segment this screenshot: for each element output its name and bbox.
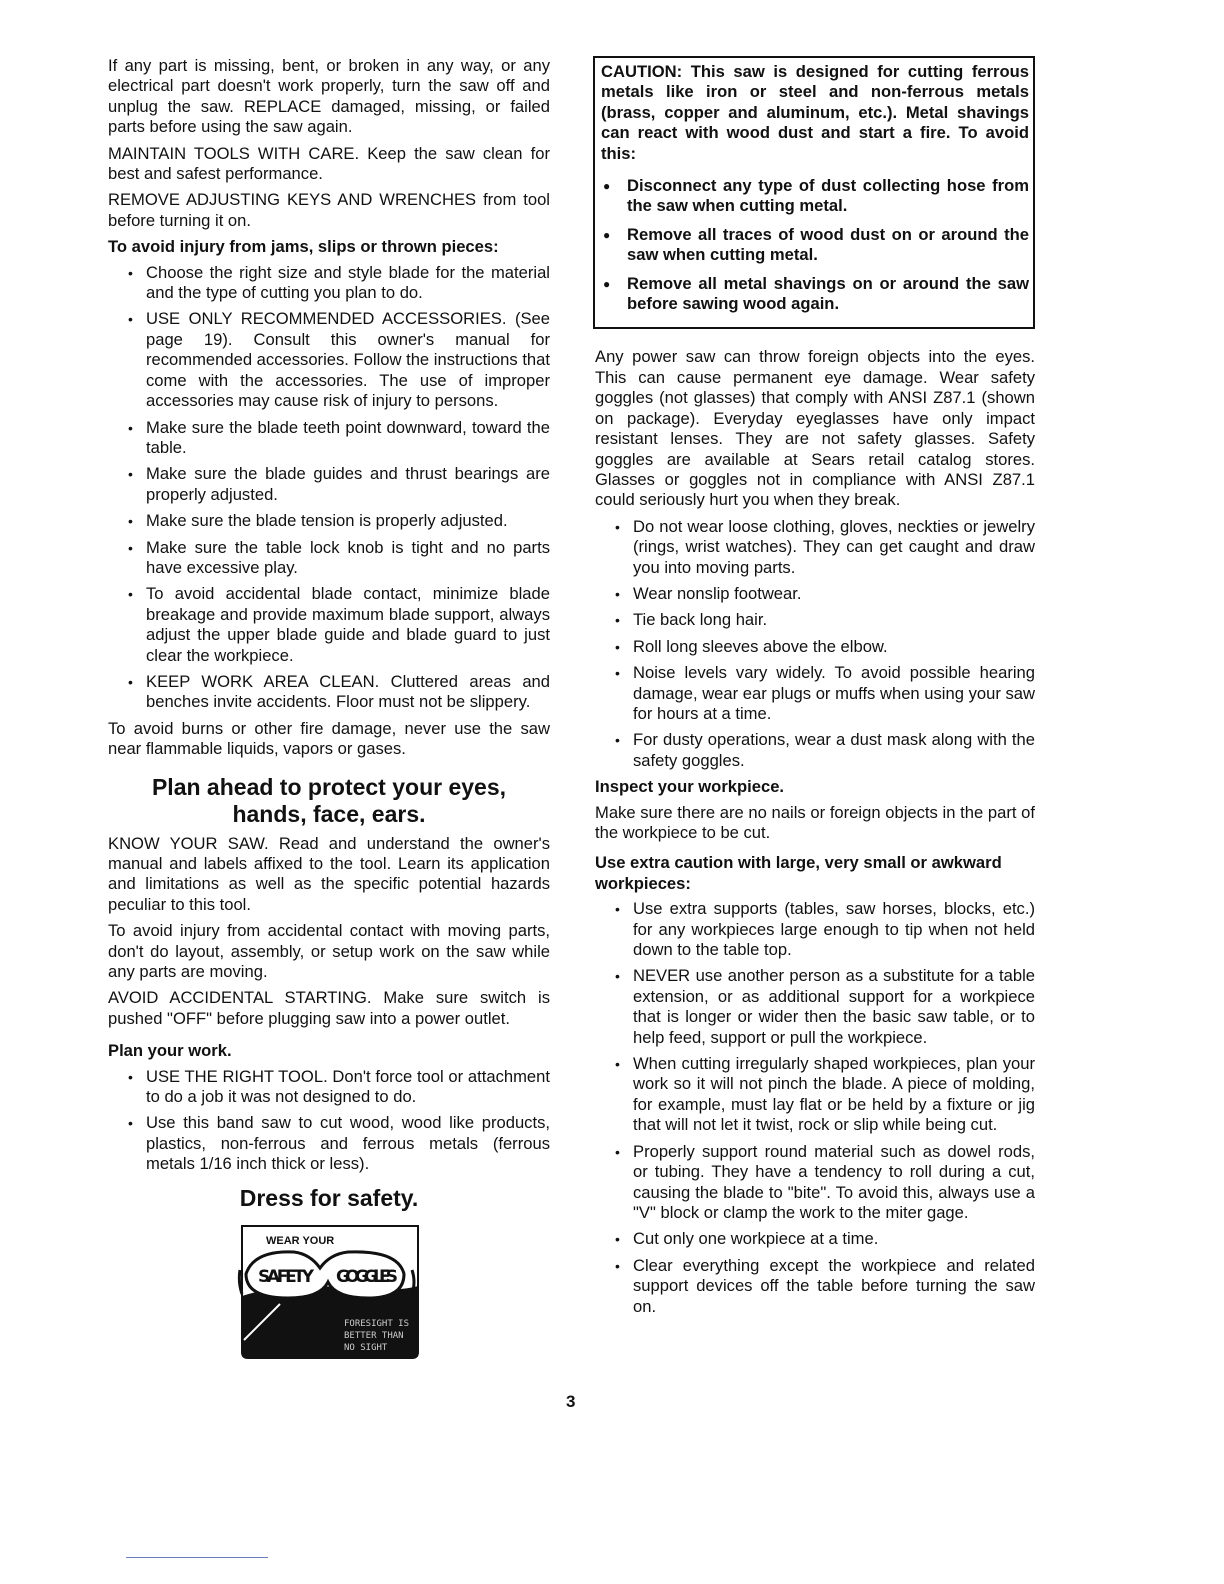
caution-box: [593, 56, 1035, 329]
list-item: • Noise levels vary widely. To avoid possible hearing damage, wear ear plugs or muffs when using your saw for hours at a time.: [595, 663, 1035, 724]
avoid-starting-paragraph: AVOID ACCIDENTAL STARTING. Make sure switch is pushed "OFF" before plugging saw into a power outlet.: [108, 988, 550, 1028]
slogan-line-1: FORESIGHT IS: [344, 1318, 410, 1329]
list-item: • Tie back long hair.: [595, 610, 1035, 630]
list-item: ● Remove all traces of wood dust on or around the saw when cutting metal.: [601, 225, 1029, 266]
list-item: • Clear everything except the workpiece and related support devices off the table before turning the saw on.: [595, 1256, 1035, 1317]
slogan-line-3: NO SIGHT: [344, 1342, 388, 1353]
list-item: • NEVER use another person as a substitute for a table extension, or as additional support for a workpiece that is longer or wider then the basic saw table, or to help feed, support or pull the workpiece.: [595, 966, 1035, 1048]
list-item: • Do not wear loose clothing, gloves, neckties or jewelry (rings, wrist watches). They can get caught and draw you into moving parts.: [595, 517, 1035, 578]
inspect-heading: Inspect your workpiece.: [595, 777, 785, 797]
list-item: • Make sure the blade teeth point downward, toward the table.: [108, 418, 550, 459]
list-item: • Cut only one workpiece at a time.: [595, 1229, 1035, 1249]
remove-keys-paragraph: REMOVE ADJUSTING KEYS AND WRENCHES from tool before turning it on.: [108, 190, 550, 230]
eye-protection-paragraph: Any power saw can throw foreign objects into the eyes. This can cause permanent eye damage. Wear safety goggles (not glasses) that comply with ANSI Z87.1 (shown on package). Everyday eyeglasses have only impact resistant lenses. They are not safety glasses. Safety goggles are available at Sears retail catalog stores. Glasses or goggles not in compliance with ANSI Z87.1 could seriously hurt you when they break.: [595, 347, 1035, 510]
list-item: • To avoid accidental blade contact, minimize blade breakage and provide maximum blade support, always adjust the upper blade guide and blade guard to just clear the workpiece.: [108, 584, 550, 666]
list-item: • Roll long sleeves above the elbow.: [595, 637, 1035, 657]
know-your-saw-paragraph: KNOW YOUR SAW. Read and understand the owner's manual and labels affixed to the tool. Learn its application and limitations as well as the specific potential hazards peculiar to this tool.: [108, 833, 550, 914]
large-workpieces-list: [595, 899, 1035, 1317]
list-item: ● Disconnect any type of dust collecting hose from the saw when cutting metal.: [601, 176, 1029, 217]
list-item: • Use this band saw to cut wood, wood like products, plastics, non-ferrous and ferrous metals (ferrous metals 1/16 inch thick or less).: [108, 1113, 550, 1174]
list-item: • For dusty operations, wear a dust mask along with the safety goggles.: [595, 730, 1035, 771]
safety-text: SAFETY: [258, 1266, 314, 1287]
maintain-tools-paragraph: MAINTAIN TOOLS WITH CARE. Keep the saw clean for best and safest performance.: [108, 143, 550, 184]
plan-ahead-heading: [108, 774, 550, 828]
dress-for-safety-heading: Dress for safety.: [239, 1184, 419, 1211]
list-item: • When cutting irregularly shaped workpieces, plan your work so it will not pinch the blade. A piece of molding, for example, must lay flat or be held by a fixture or jig that will not let it twist, rock or slip while being cut.: [595, 1054, 1035, 1136]
inspect-paragraph: Make sure there are no nails or foreign objects in the part of the workpiece to be cut.: [595, 802, 1035, 842]
list-item: • Properly support round material such as dowel rods, or tubing. They have a tendency to roll during a cut, causing the blade to "bite". To avoid this, always use a "V" block or clamp the work to the miter gage.: [595, 1142, 1035, 1224]
missing-parts-paragraph: If any part is missing, bent, or broken in any way, or any electrical part doesn't work properly, turn the saw off and unplug the saw. REPLACE damaged, missing, or failed parts before using the saw again.: [108, 56, 550, 137]
list-item: • Choose the right size and style blade for the material and the type of cutting you plan to do.: [108, 263, 550, 304]
list-item: • KEEP WORK AREA CLEAN. Cluttered areas and benches invite accidents. Floor must not be slippery.: [108, 672, 550, 713]
safety-goggles-label-image: [236, 1222, 422, 1362]
accidental-contact-paragraph: To avoid injury from accidental contact with moving parts, don't do layout, assembly, or setup work on the saw while any parts are moving.: [108, 921, 550, 982]
plan-ahead-heading-line-1: Plan ahead to protect your eyes,: [151, 773, 507, 800]
list-item: • Make sure the table lock knob is tight and no parts have excessive play.: [108, 538, 550, 579]
caution-list: [601, 176, 1029, 314]
list-item: ● Remove all metal shavings on or around the saw before sawing wood again.: [601, 274, 1029, 315]
list-item: • Wear nonslip footwear.: [595, 584, 1035, 604]
page-number: 3: [566, 1392, 576, 1411]
bottom-rule: [126, 1557, 268, 1558]
list-item: • USE THE RIGHT TOOL. Don't force tool or attachment to do a job it was not designed to do.: [108, 1067, 550, 1108]
large-workpieces-heading: Use extra caution with large, very small or awkward workpieces:: [595, 853, 1002, 893]
caution-text: CAUTION: This saw is designed for cutting ferrous metals like iron or steel and non-ferrous metals (brass, copper and aluminum, etc.). Metal shavings can react with wood dust and start a fire. To avoid this:: [601, 62, 1029, 163]
list-item: • Make sure the blade tension is properly adjusted.: [108, 511, 550, 531]
goggles-text: GOGGLES: [336, 1266, 398, 1287]
plan-work-list: [108, 1067, 550, 1175]
slogan-line-2: BETTER THAN: [344, 1330, 404, 1341]
plan-ahead-heading-line-2: hands, face, ears.: [232, 800, 426, 827]
list-item: • Use extra supports (tables, saw horses, blocks, etc.) for any workpieces large enough to tip when not held down to the table top.: [595, 899, 1035, 960]
plan-work-heading: Plan your work.: [108, 1041, 232, 1061]
list-item: • Make sure the blade guides and thrust bearings are properly adjusted.: [108, 464, 550, 505]
burns-paragraph: To avoid burns or other fire damage, never use the saw near flammable liquids, vapors or gases.: [108, 718, 550, 759]
right-column: [595, 56, 1035, 1323]
jams-list: [108, 263, 550, 713]
list-item: • USE ONLY RECOMMENDED ACCESSORIES. (See page 19). Consult this owner's manual for recommended accessories. Follow the instructions that come with the accessories. The use of improper accessories may cause risk of injury to persons.: [108, 309, 550, 411]
jams-heading: To avoid injury from jams, slips or thrown pieces:: [108, 237, 499, 257]
left-column: [108, 56, 550, 1362]
wear-your-text: WEAR YOUR: [266, 1234, 335, 1247]
dress-list: [595, 517, 1035, 771]
